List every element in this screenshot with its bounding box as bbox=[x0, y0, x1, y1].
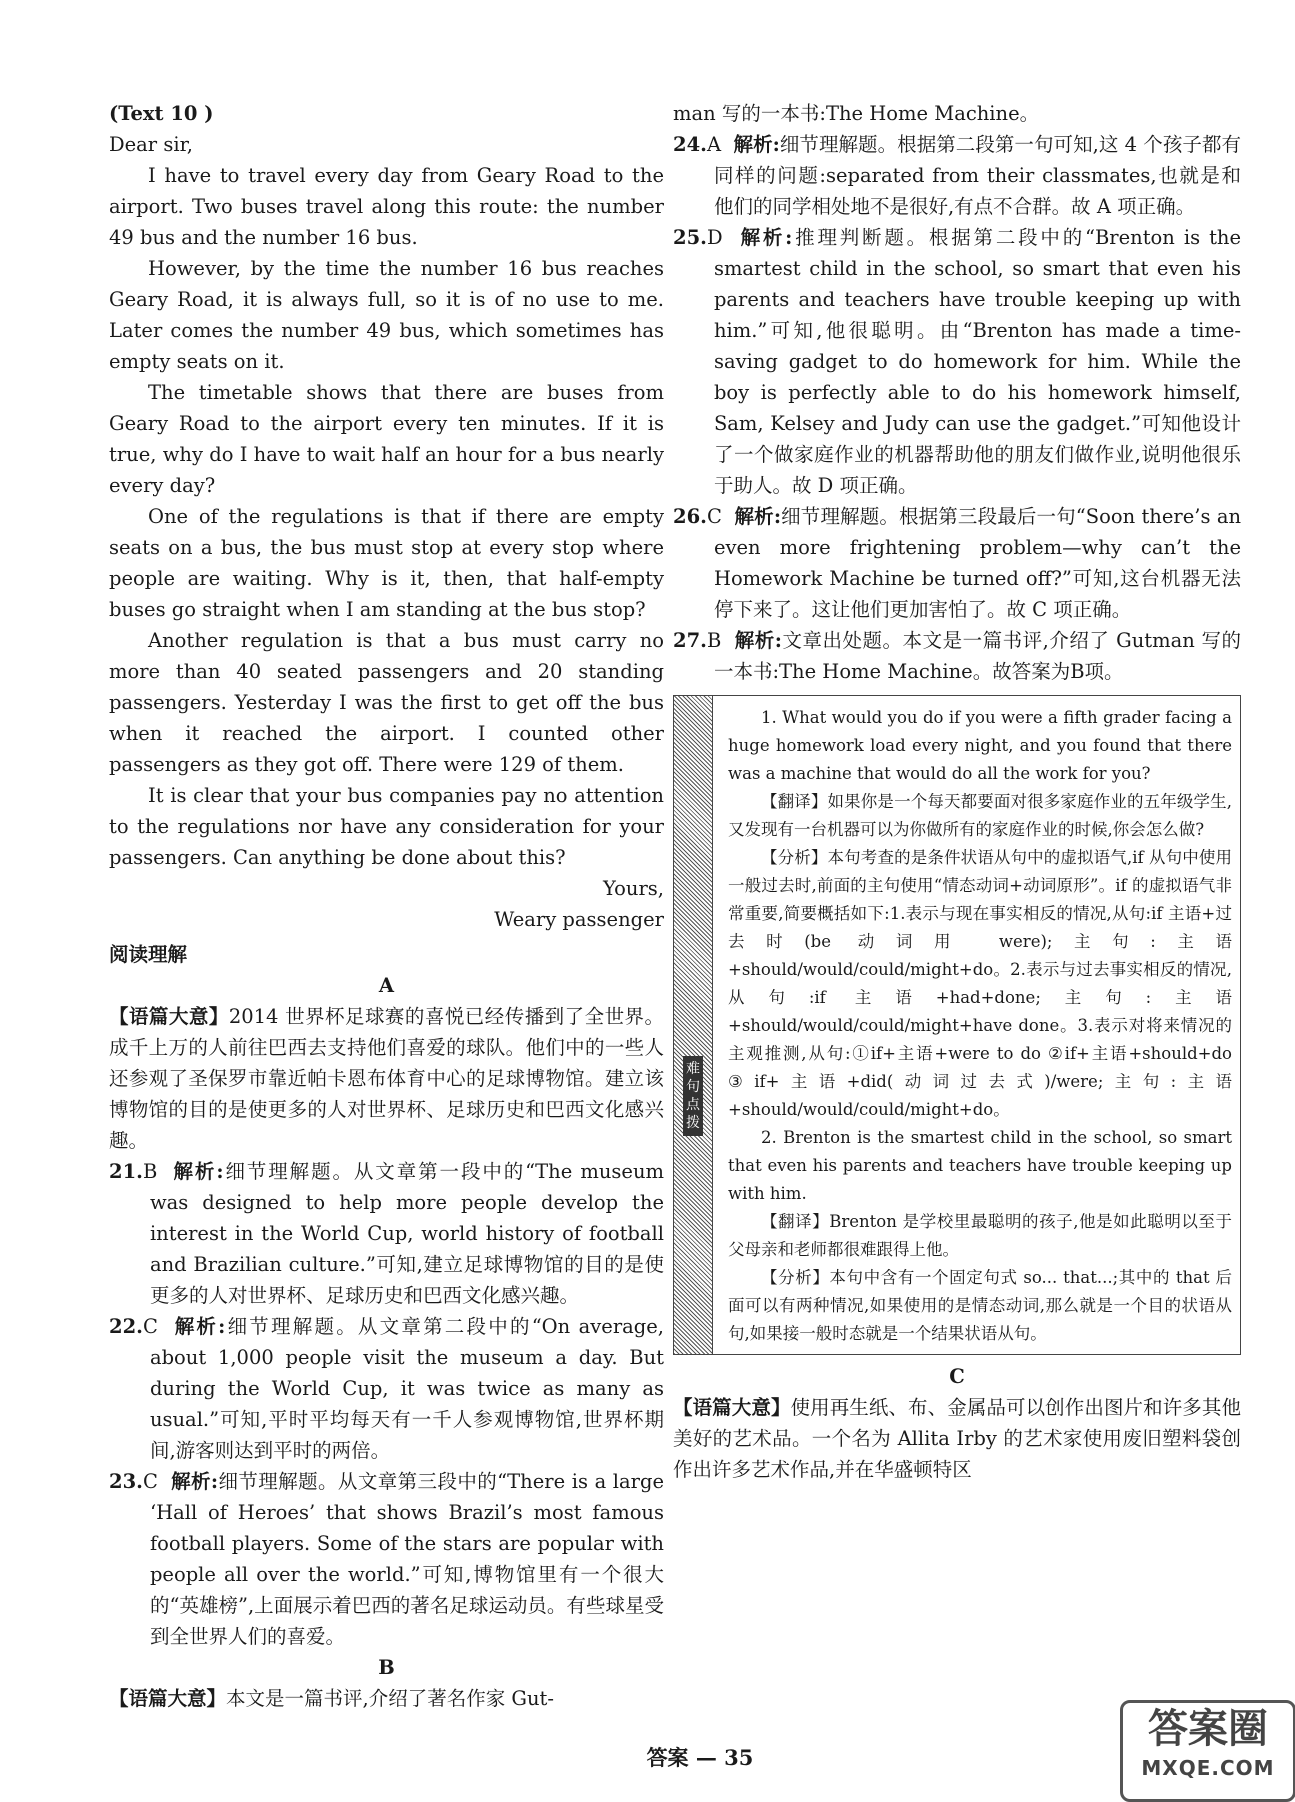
right-column bbox=[673, 98, 1241, 1485]
answer-24: 24.A 解析:细节理解题。根据第二段第一句可知,这 4 个孩子都有同样的问题:separated from their classmates,也就是和他们的同学相处地不是很好,有点不合群。故 A 项正确。 bbox=[673, 133, 1241, 218]
answer-26: 26.C 解析:细节理解题。根据第三段最后一句“Soon there’s an even more frightening problem—why can’t the Homework Machine be turned off?”可知,这台机器无法停下来了。这让他们更加害怕了。故 C 项正确。 bbox=[673, 505, 1242, 621]
summary-c: 【语篇大意】使用再生纸、布、金属品可以创作出图片和许多其他美好的艺术品。一个名为 Allita Irby 的艺术家使用废旧塑料袋创作出许多艺术作品,并在华盛顿特区 bbox=[673, 1396, 1241, 1481]
summary-label: 【语篇大意】 bbox=[109, 1005, 229, 1028]
footer-label: 答案 bbox=[646, 1745, 689, 1770]
left-column bbox=[109, 98, 664, 1714]
signature: Weary passenger bbox=[494, 908, 664, 931]
box-side-band bbox=[674, 696, 713, 1354]
letter-paragraph: The timetable shows that there are buses from Geary Road to the airport every ten minutes. If it is true, why do I have to wait half an hour for a bus nearly every day? bbox=[109, 381, 664, 497]
answer-27: 27.B 解析:文章出处题。本文是一篇书评,介绍了 Gutman 写的一本书:The Home Machine。故答案为B项。 bbox=[673, 629, 1241, 683]
letter-paragraph: It is clear that your bus companies pay no attention to the regulations nor have any consideration for your passengers. Can anything be done about this? bbox=[109, 784, 664, 869]
box-item: 【翻译】Brenton 是学校里最聪明的孩子,他是如此聪明以至于父母亲和老师都很难跟得上他。 bbox=[728, 1212, 1232, 1259]
answer-21: 21.B 解析:细节理解题。从文章第一段中的“The museum was designed to help more people develop the interest in the World Cup, world history of football and Brazilian culture.”可知,建立足球博物馆的目的是使更多的人对世界杯、足球历史和巴西文化感兴趣。 bbox=[109, 1160, 665, 1307]
letter-paragraph: Another regulation is that a bus must carry no more than 40 seated passengers and 20 standing passengers. Yesterday I was the first to get off the bus when it reached the airport. I counted other passengers as they got off. There were 129 of them. bbox=[109, 629, 664, 776]
box-item: 1. What would you do if you were a fifth grader facing a huge homework load every night, and you found that there was a machine that would do all the work for you? bbox=[728, 708, 1232, 783]
answer-22: 22.C 解析:细节理解题。从文章第二段中的“On average, about 1,000 people visit the museum a day. But during the World Cup, it was twice as many as usual.”可知,平时平均每天有一千人参观博物馆,世界杯期间,游客则达到平时的两倍。 bbox=[109, 1315, 664, 1462]
summary-a: 【语篇大意】2014 世界杯足球赛的喜悦已经传播到了全世界。成千上万的人前往巴西去支持他们喜爱的球队。他们中的一些人还参观了圣保罗市靠近帕卡恩布体育中心的足球博物馆。建立该博物馆的目的是使更多的人对世界杯、足球历史和巴西文化感兴趣。 bbox=[109, 1005, 664, 1152]
page-number: — 35 bbox=[695, 1745, 754, 1770]
section-title: 阅读理解 bbox=[109, 943, 188, 966]
watermark-line2: MXQE.COM bbox=[1141, 1756, 1275, 1780]
summary-b: 【语篇大意】本文是一篇书评,介绍了著名作家 Gut- bbox=[109, 1687, 554, 1710]
summary-b-continued: man 写的一本书:The Home Machine。 bbox=[673, 102, 1040, 125]
letter-paragraph: One of the regulations is that if there are empty seats on a bus, the bus must stop at every stop where people are waiting. Why is it, then, that half-empty buses go straight when I am standing at the bus stop? bbox=[109, 505, 664, 621]
page-footer bbox=[600, 1742, 800, 1773]
box-item: 【翻译】如果你是一个每天都要面对很多家庭作业的五年级学生,又发现有一台机器可以为你做所有的家庭作业的时候,你会怎么做? bbox=[728, 792, 1232, 839]
letter-paragraph: However, by the time the number 16 bus reaches Geary Road, it is always full, so it is of no use to me. Later comes the number 49 bus, which sometimes has empty seats on it. bbox=[109, 257, 664, 373]
answer-23: 23.C 解析:细节理解题。从文章第三段中的“There is a large ‘Hall of Heroes’ that shows Brazil’s most famous football players. Some of the stars are popular with people all over the world.”可知,博物馆里有一个很大的“英雄榜”,上面展示着巴西的著名足球运动员。有些球星受到全世界人们的喜爱。 bbox=[109, 1470, 665, 1648]
box-item: 【分析】本句中含有一个固定句式 so... that...;其中的 that 后面可以有两种情况,如果使用的是情态动词,那么就是一个目的状语从句,如果接一般时态就是一个结果状语从句。 bbox=[728, 1268, 1232, 1343]
difficult-sentence-box bbox=[673, 695, 1241, 1355]
box-item: 【分析】本句考查的是条件状语从句中的虚拟语气,if 从句中使用一般过去时,前面的主句使用“情态动词+动词原形”。if 的虚拟语气非常重要,简要概括如下:1.表示与现在事实相反的情况,从句:if 主语+过去时(be 动词用 were);主句:主语+should/would/could/might+do。2.表示与过去事实相反的情况,从句:if 主语+had+done;主句:主语+should/would/could/might+have done。3.表示对将来情况的主观推测,从句:①if+主语+were to do ②if+主语+should+do ③if+主语+did(动词过去式)/were;主句:主语+should/would/could/might+do。 bbox=[728, 848, 1232, 1119]
text-label: (Text 10 ) bbox=[109, 102, 214, 125]
letter-paragraph: I have to travel every day from Geary Road to the airport. Two buses travel along this route: the number 49 bus and the number 16 bus. bbox=[109, 164, 664, 249]
watermark-line1: 答案圈 bbox=[1148, 1706, 1268, 1752]
salutation: Dear sir, bbox=[109, 133, 193, 156]
watermark-logo bbox=[1120, 1700, 1295, 1802]
part-c-heading: C bbox=[949, 1365, 965, 1388]
box-item: 2. Brenton is the smartest child in the school, so smart that even his parents and teachers have trouble keeping up with him. bbox=[728, 1128, 1232, 1203]
part-b-heading: B bbox=[378, 1656, 395, 1679]
closing: Yours, bbox=[602, 877, 664, 900]
answer-25: 25.D 解析:推理判断题。根据第二段中的“Brenton is the smartest child in the school, so smart that even his parents and teachers have trouble keeping up with him.”可知,他很聪明。由“Brenton has made a time-saving gadget to do homework for him. While the boy is perfectly able to do his homework himself, Sam, Kelsey and Judy can use the gadget.”可知他设计了一个做家庭作业的机器帮助他的朋友们做作业,说明他很乐于助人。故 D 项正确。 bbox=[673, 226, 1242, 497]
box-side-label: 难句点拨 bbox=[683, 1056, 703, 1136]
part-a-heading: A bbox=[378, 974, 395, 997]
